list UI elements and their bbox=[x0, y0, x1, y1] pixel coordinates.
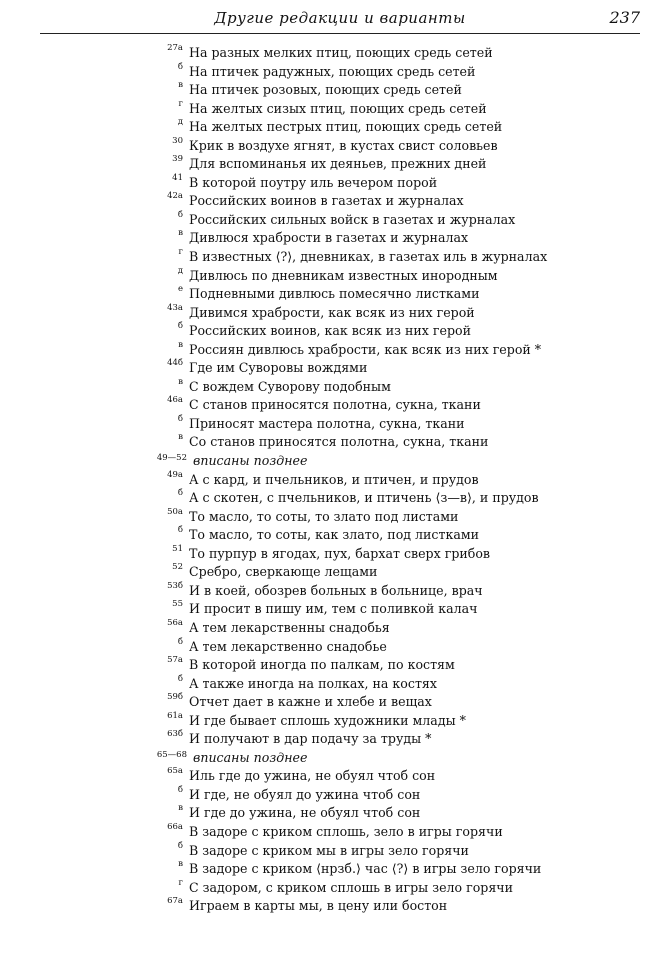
variant-text: И где, не обуял до ужина чтоб сон bbox=[189, 786, 421, 802]
variant-line bbox=[0, 823, 668, 842]
variant-text: Подневными дивлюсь помесячно листками bbox=[189, 286, 480, 302]
variant-text: То масло, то соты, то злато под листами bbox=[189, 508, 459, 524]
line-number-label: в bbox=[178, 432, 183, 443]
variant-line bbox=[0, 545, 668, 564]
variant-line bbox=[0, 396, 668, 415]
variant-text: А с скотен, с пчельников, и птичень ⟨з—в⟩, и прудов bbox=[189, 490, 539, 506]
line-number-label: 49—52 bbox=[156, 453, 187, 464]
line-number-label: в bbox=[178, 376, 183, 387]
line-number-label: б bbox=[177, 209, 183, 220]
line-number-label: в bbox=[178, 228, 183, 239]
line-number-label: 52 bbox=[172, 562, 183, 573]
variant-text: Отчет дает в кажне и хлебе и вещах bbox=[189, 694, 432, 710]
line-number-label: г bbox=[178, 98, 183, 109]
line-number-label: 46а bbox=[167, 395, 183, 406]
line-number-label: д bbox=[177, 117, 183, 128]
variant-text: В которой поутру иль вечером порой bbox=[189, 174, 438, 190]
line-number-label: в bbox=[178, 803, 183, 814]
variant-text: Со станов приносятся полотна, сукна, ткани bbox=[189, 434, 489, 450]
line-number-label: б bbox=[177, 840, 183, 851]
line-number-label: е bbox=[177, 284, 183, 295]
variant-line bbox=[0, 526, 668, 545]
variant-line bbox=[0, 81, 668, 100]
variant-line bbox=[0, 155, 668, 174]
variant-line bbox=[0, 211, 668, 230]
line-number-label: 39 bbox=[172, 154, 183, 165]
variant-line bbox=[0, 693, 668, 712]
variant-line bbox=[0, 842, 668, 861]
editorial-note-line bbox=[0, 452, 668, 471]
line-number-label: 65а bbox=[167, 766, 183, 777]
line-number-label: 55 bbox=[172, 599, 183, 610]
line-number-label: 59б bbox=[167, 692, 183, 703]
line-number-label: 42а bbox=[167, 191, 183, 202]
line-number-label: б bbox=[177, 61, 183, 72]
variant-text: В задоре с криком мы в игры зело горячи bbox=[189, 842, 469, 858]
variant-line bbox=[0, 786, 668, 805]
variant-line bbox=[0, 508, 668, 527]
line-number-label: 27а bbox=[167, 43, 183, 53]
variant-line bbox=[0, 712, 668, 731]
running-header bbox=[40, 6, 640, 32]
line-number-label: 57а bbox=[167, 655, 183, 666]
variant-text: Играем в карты мы, в цену или бостон bbox=[189, 898, 448, 914]
line-number-label: б bbox=[177, 488, 183, 499]
variant-line bbox=[0, 675, 668, 694]
variant-text: Сребро, сверкающе лещами bbox=[189, 564, 378, 580]
variant-text: В задоре с криком ⟨нрзб.⟩ час ⟨?⟩ в игры зело горячи bbox=[189, 861, 542, 877]
variant-text: Российских сильных войск в газетах и журналах bbox=[189, 211, 516, 227]
variant-text: Дивлюсь по дневникам известных инородным bbox=[189, 267, 498, 283]
variant-line bbox=[0, 767, 668, 786]
variant-line bbox=[0, 489, 668, 508]
variant-text: С станов приносятся полотна, сукна, ткани bbox=[189, 397, 481, 413]
variant-text: Российских воинов в газетах и журналах bbox=[189, 193, 464, 209]
line-number-label: г bbox=[178, 877, 183, 888]
variant-text: На птичек радужных, поющих средь сетей bbox=[189, 63, 476, 79]
variant-line bbox=[0, 582, 668, 601]
variant-line bbox=[0, 100, 668, 119]
line-number-label: 50а bbox=[167, 506, 183, 517]
line-number-label: д bbox=[177, 265, 183, 276]
editorial-note-text: вписаны позднее bbox=[193, 453, 308, 469]
variant-text: А с кард, и пчельников, и птичен, и прудов bbox=[189, 471, 479, 487]
variant-line bbox=[0, 118, 668, 137]
variant-text: И где бывает сплошь художники млады * bbox=[189, 712, 466, 728]
variant-text: И просит в пишу им, тем с поливкой калач bbox=[189, 601, 478, 617]
variant-text: И где до ужина, не обуял чтоб сон bbox=[189, 805, 421, 821]
variant-text: На желтых пестрых птиц, поющих средь сетей bbox=[189, 119, 503, 135]
variant-text: И в коей, обозрев больных в больнице, врач bbox=[189, 582, 483, 598]
line-number-label: 61а bbox=[167, 710, 183, 721]
variant-line bbox=[0, 63, 668, 82]
variant-text: А также иногда на полках, на костях bbox=[189, 675, 437, 691]
variant-line bbox=[0, 433, 668, 452]
variant-line bbox=[0, 563, 668, 582]
variant-text: Для вспоминанья их деяньев, прежних дней bbox=[189, 156, 487, 172]
variant-line bbox=[0, 285, 668, 304]
variant-line bbox=[0, 879, 668, 898]
line-number-label: б bbox=[177, 673, 183, 684]
variant-text: В известных ⟨?⟩, дневниках, в газетах иль в журналах bbox=[189, 249, 548, 265]
line-number-label: 67а bbox=[167, 896, 183, 907]
variant-text: С задором, с криком сплошь в игры зело горячи bbox=[189, 879, 514, 895]
line-number-label: б bbox=[177, 413, 183, 424]
line-number-label: в bbox=[178, 859, 183, 870]
variant-line bbox=[0, 359, 668, 378]
line-number-label: в bbox=[178, 80, 183, 91]
page-number: 237 bbox=[609, 8, 640, 27]
line-number-label: 51 bbox=[172, 543, 183, 554]
line-number-label: 65—68 bbox=[156, 749, 187, 760]
variant-text: Российских воинов, как всяк из них герой bbox=[189, 323, 471, 339]
variant-text: А тем лекарственны снадобья bbox=[189, 619, 390, 635]
line-number-label: б bbox=[177, 636, 183, 647]
line-number-label: г bbox=[178, 247, 183, 258]
line-number-label: 63б bbox=[167, 729, 183, 740]
variant-text: Где им Суворовы вождями bbox=[189, 360, 368, 376]
variant-text: Россиян дивлюсь храбрости, как всяк из них герой * bbox=[189, 341, 542, 357]
variant-line bbox=[0, 860, 668, 879]
variant-text: Дивимся храбрости, как всяк из них герой bbox=[189, 304, 475, 320]
line-number-label: 53б bbox=[167, 580, 183, 591]
line-number-label: 44б bbox=[167, 358, 183, 369]
variant-text: В задоре с криком сплошь, зело в игры горячи bbox=[189, 823, 503, 839]
variant-line bbox=[0, 730, 668, 749]
variant-text: На птичек розовых, поющих средь сетей bbox=[189, 82, 462, 98]
variant-text: Дивлюся храбрости в газетах и журналах bbox=[189, 230, 469, 246]
variant-line bbox=[0, 229, 668, 248]
line-number-label: б bbox=[177, 321, 183, 332]
line-number-label: б bbox=[177, 525, 183, 536]
variant-line bbox=[0, 804, 668, 823]
line-number-label: 43а bbox=[167, 302, 183, 313]
variant-text: А тем лекарственно снадобье bbox=[189, 638, 387, 654]
running-title: Другие редакции и варианты bbox=[214, 9, 466, 27]
variant-line bbox=[0, 137, 668, 156]
line-number-label: б bbox=[177, 784, 183, 795]
variant-line bbox=[0, 192, 668, 211]
variant-line bbox=[0, 600, 668, 619]
variant-line bbox=[0, 267, 668, 286]
editorial-note-line bbox=[0, 749, 668, 768]
line-number-label: в bbox=[178, 339, 183, 350]
variant-line bbox=[0, 174, 668, 193]
line-number-label: 49а bbox=[167, 469, 183, 480]
variant-text: То масло, то соты, как злато, под листками bbox=[189, 527, 480, 543]
variant-line bbox=[0, 378, 668, 397]
line-number-label: 56а bbox=[167, 617, 183, 628]
line-number-label: 66а bbox=[167, 821, 183, 832]
variant-line bbox=[0, 415, 668, 434]
editorial-note-text: вписаны позднее bbox=[193, 749, 308, 765]
variant-line bbox=[0, 322, 668, 341]
line-number-label: 41 bbox=[172, 172, 183, 183]
variant-text: То пурпур в ягодах, пух, бархат сверх грибов bbox=[189, 545, 491, 561]
variant-text: Иль где до ужина, не обуял чтоб сон bbox=[189, 768, 436, 784]
variant-text: Приносят мастера полотна, сукна, ткани bbox=[189, 415, 465, 431]
header-rule bbox=[40, 33, 640, 34]
variant-lines bbox=[0, 44, 668, 916]
variant-line bbox=[0, 248, 668, 267]
variant-line bbox=[0, 471, 668, 490]
variant-line bbox=[0, 44, 668, 63]
variant-text: В которой иногда по палкам, по костям bbox=[189, 657, 455, 673]
variant-line bbox=[0, 897, 668, 916]
variant-text: На желтых сизых птиц, поющих средь сетей bbox=[189, 100, 487, 116]
variant-text: На разных мелких птиц, поющих средь сетей bbox=[189, 45, 493, 60]
variant-line bbox=[0, 638, 668, 657]
variant-line bbox=[0, 341, 668, 360]
line-number-label: 30 bbox=[172, 135, 183, 146]
variant-text: С вождем Суворову подобным bbox=[189, 378, 391, 394]
variant-line bbox=[0, 304, 668, 323]
variant-line bbox=[0, 656, 668, 675]
variant-line bbox=[0, 619, 668, 638]
variant-text: И получают в дар подачу за труды * bbox=[189, 731, 432, 747]
variant-text: Крик в воздухе ягнят, в кустах свист соловьев bbox=[189, 137, 498, 153]
